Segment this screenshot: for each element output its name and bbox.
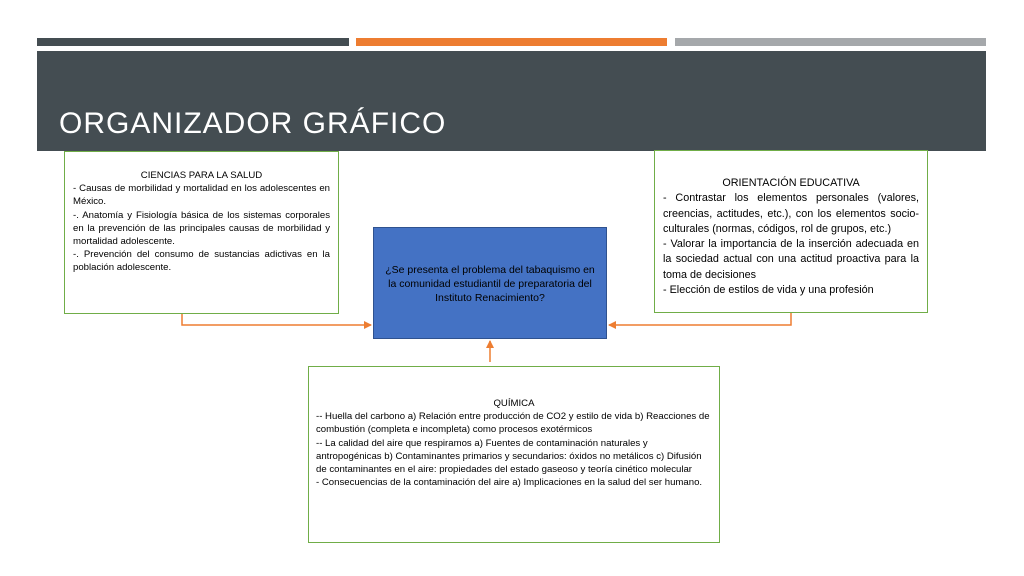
box-line: - Elección de estilos de vida y una profesión xyxy=(663,284,874,297)
box-orientacion-educativa xyxy=(654,150,928,313)
box-heading: ORIENTACIÓN EDUCATIVA xyxy=(722,177,860,189)
box-line: - Causas de morbilidad y mortalidad en los adolescentes en México. xyxy=(73,183,330,208)
connector-right xyxy=(609,313,791,325)
page-title: ORGANIZADOR GRÁFICO xyxy=(59,107,447,140)
box-quimica xyxy=(308,366,720,543)
box-line: -- Huella del carbono a) Relación entre producción de CO2 y estilo de vida b) Reacciones de combustión (completa e incompleta) como procesos exotérmicos xyxy=(316,411,710,436)
box-line: -- La calidad del aire que respiramos a) Fuentes de contaminación naturales y antropogénicas b) Contaminantes primarios y secundarios: óxidos no metálicos c) Difusión de contaminantes en el aire: propiedades del estado gaseoso y teoría cinético molecular xyxy=(316,437,702,476)
box-line: - Contrastar los elementos personales (valores, creencias, actitudes, etc.), con los elementos socio-culturales (normas, códigos, rol de grupos, etc.) xyxy=(663,192,919,235)
box-line: - Consecuencias de la contaminación del aire a) Implicaciones en la salud del ser humano. xyxy=(316,477,703,489)
central-question xyxy=(373,227,607,339)
central-question-text: ¿Se presenta el problema del tabaquismo en la comunidad estudiantil de preparatoria del Instituto Renacimiento? xyxy=(385,264,595,304)
box-ciencias-salud xyxy=(64,151,339,314)
box-heading: CIENCIAS PARA LA SALUD xyxy=(140,170,263,181)
box-line: -. Prevención del consumo de sustancias adictivas en la población adolescente. xyxy=(73,249,330,274)
box-heading: QUÍMICA xyxy=(493,398,535,409)
connector-left xyxy=(182,314,371,325)
box-line: -. Anatomía y Fisiología básica de los sistemas corporales en la prevención de las principales causas de morbilidad y mortalidad adolescente. xyxy=(73,209,330,248)
box-line: - Valorar la importancia de la inserción adecuada en la sociedad actual con una actitud proactiva para la toma de decisiones xyxy=(663,238,919,281)
